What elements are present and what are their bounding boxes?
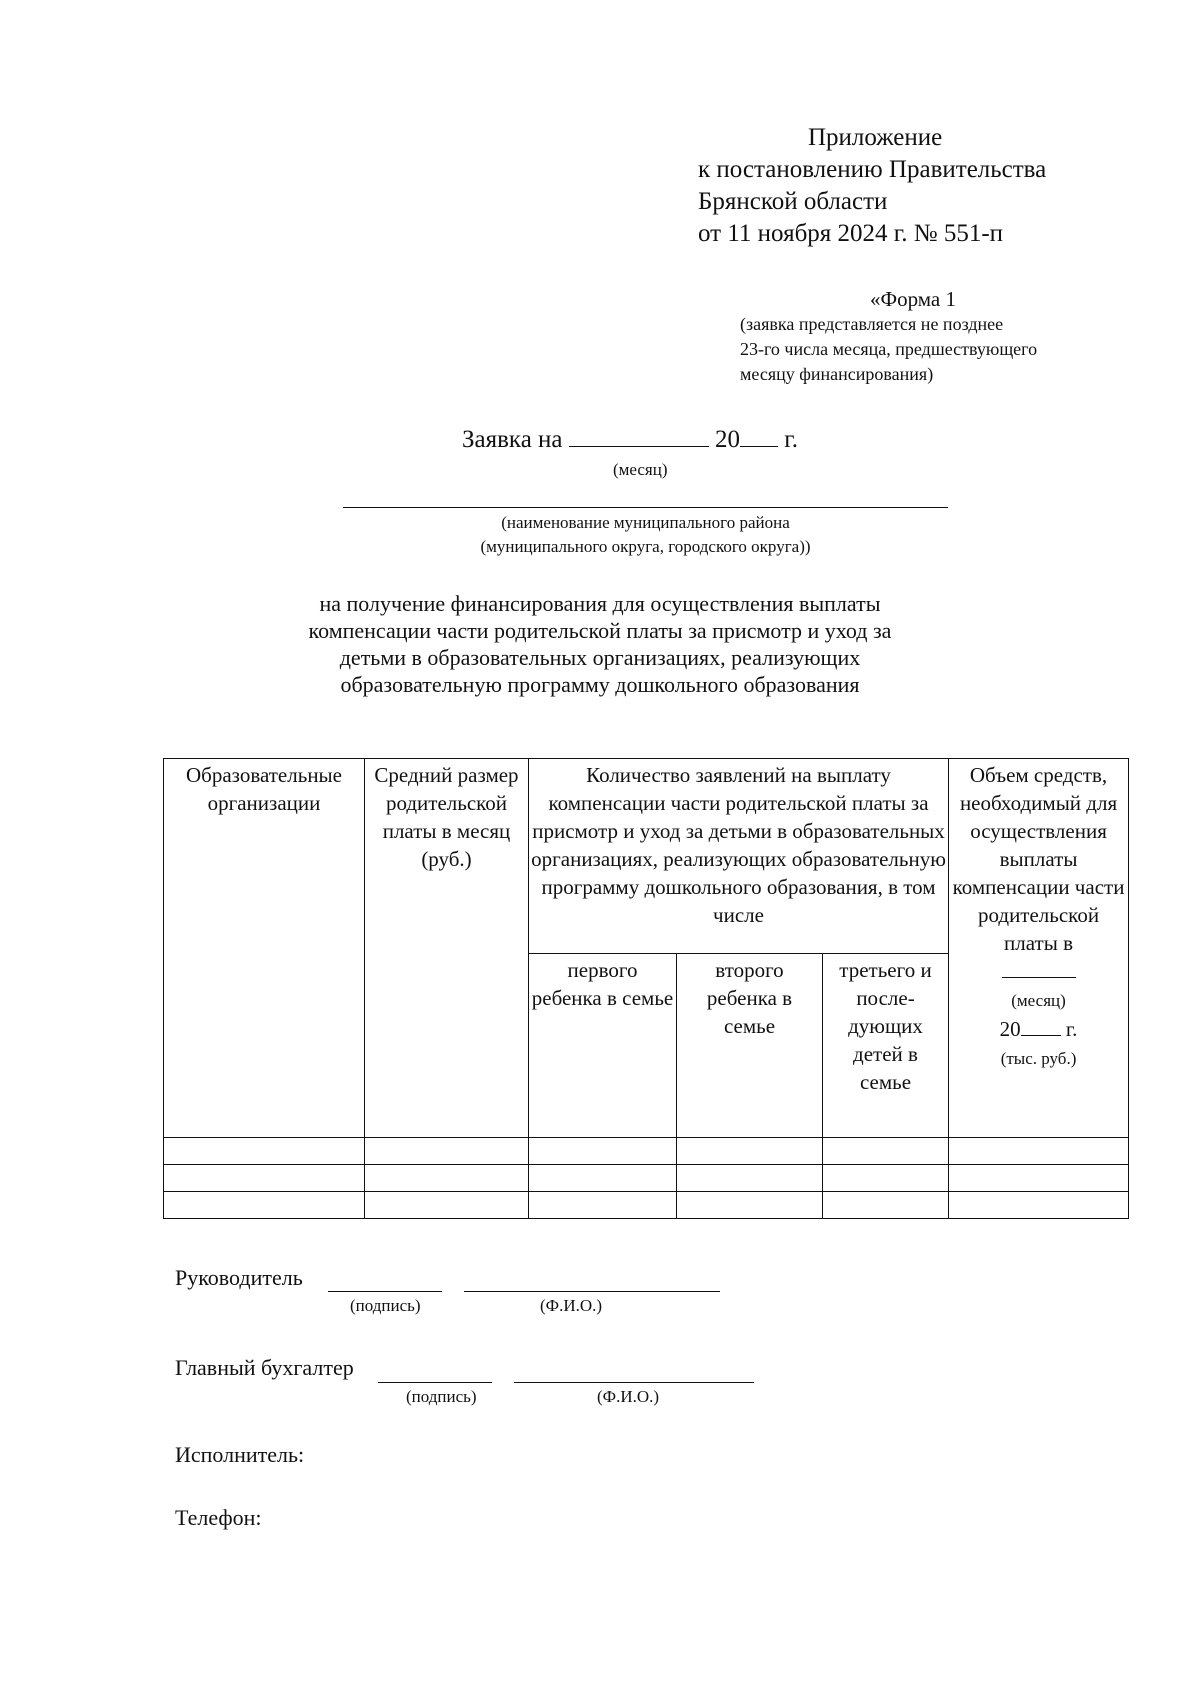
phone-label: Телефон: bbox=[175, 1505, 262, 1530]
region-caption bbox=[343, 511, 948, 559]
accountant-name-caption: (Ф.И.О.) bbox=[597, 1387, 660, 1406]
region-name-line[interactable] bbox=[343, 507, 948, 508]
table-cell[interactable] bbox=[365, 1138, 529, 1165]
accountant-label: Главный бухгалтер bbox=[175, 1355, 354, 1380]
head-name-caption: (Ф.И.О.) bbox=[540, 1296, 603, 1315]
appendix-line-2: к постановлению Правительства bbox=[698, 156, 1047, 183]
table-cell[interactable] bbox=[365, 1192, 529, 1219]
form-note-line-1: (заявка представляется не позднее bbox=[740, 314, 1004, 334]
table-cell[interactable] bbox=[823, 1192, 949, 1219]
accountant-signature-caption: (подпись) bbox=[406, 1387, 477, 1406]
col-header-average-fee: Средний размер родительской платы в месяц (руб.) bbox=[365, 759, 529, 1138]
appendix-date-number: от 11 ноября 2024 г. № 551-п bbox=[698, 220, 1004, 247]
form-note-line-2: 23-го числа месяца, предшествующего bbox=[740, 339, 1038, 359]
table-row bbox=[164, 1138, 1129, 1165]
request-prefix: Заявка на bbox=[462, 426, 563, 453]
table-cell[interactable] bbox=[823, 1138, 949, 1165]
month-blank[interactable] bbox=[569, 426, 709, 447]
form-note bbox=[740, 287, 1037, 387]
head-name-line[interactable] bbox=[464, 1291, 720, 1292]
table-cell[interactable] bbox=[529, 1138, 677, 1165]
table-cell[interactable] bbox=[164, 1165, 365, 1192]
form-note-line-3: месяцу финансирования) bbox=[740, 364, 934, 384]
request-title bbox=[462, 426, 798, 454]
request-year: 20 bbox=[715, 426, 741, 453]
volume-year: 20 bbox=[999, 1017, 1021, 1041]
table-row bbox=[164, 1192, 1129, 1219]
table-cell[interactable] bbox=[529, 1192, 677, 1219]
table-cell[interactable] bbox=[529, 1165, 677, 1192]
subheader-third-child: третьего и после-дующих детей в семье bbox=[823, 954, 949, 1138]
col-header-application-count: Количество заявлений на выплату компенсации части родительской платы за присмотр и уход за детьми в образовательных организациях, реализующих образовательную программу дошкольного образования, в том числе bbox=[529, 759, 949, 954]
head-signature-caption: (подпись) bbox=[350, 1296, 421, 1315]
request-table bbox=[163, 758, 1129, 1219]
region-caption-line-1: (наименование муниципального района bbox=[501, 513, 790, 532]
table-cell[interactable] bbox=[949, 1138, 1129, 1165]
head-signature-line[interactable] bbox=[328, 1291, 442, 1292]
table-row bbox=[164, 1165, 1129, 1192]
table-cell[interactable] bbox=[949, 1165, 1129, 1192]
volume-year-suffix: г. bbox=[1065, 1017, 1078, 1041]
appendix-header bbox=[698, 122, 1046, 250]
month-caption: (месяц) bbox=[613, 460, 668, 479]
head-label: Руководитель bbox=[175, 1265, 303, 1290]
volume-month-caption: (месяц) bbox=[1011, 991, 1066, 1010]
subheader-first-child: первого ребенка в семье bbox=[529, 954, 677, 1138]
col-header-funding-volume bbox=[949, 759, 1129, 1138]
accountant-signature-line[interactable] bbox=[378, 1382, 492, 1383]
table-cell[interactable] bbox=[949, 1192, 1129, 1219]
table-cell[interactable] bbox=[164, 1192, 365, 1219]
form-title: «Форма 1 bbox=[870, 287, 956, 311]
table-cell[interactable] bbox=[365, 1165, 529, 1192]
table-header-row bbox=[164, 759, 1129, 954]
table-cell[interactable] bbox=[677, 1138, 823, 1165]
appendix-title: Приложение bbox=[808, 124, 943, 151]
subheader-second-child: второго ребенка в семье bbox=[677, 954, 823, 1138]
table-cell[interactable] bbox=[164, 1138, 365, 1165]
accountant-name-line[interactable] bbox=[514, 1382, 754, 1383]
appendix-line-3: Брянской области bbox=[698, 188, 888, 215]
region-caption-line-2: (муниципального округа, городского округа)) bbox=[480, 537, 811, 556]
table-cell[interactable] bbox=[823, 1165, 949, 1192]
year-blank[interactable] bbox=[740, 426, 778, 447]
funding-volume-text: Объем средств, необходимый для осуществления выплаты компенсации части родительской платы в bbox=[952, 763, 1125, 955]
volume-unit: (тыс. руб.) bbox=[1000, 1049, 1077, 1068]
executor-label: Исполнитель: bbox=[175, 1442, 305, 1467]
request-suffix: г. bbox=[784, 426, 798, 453]
volume-month-blank[interactable] bbox=[1002, 957, 1076, 978]
table-cell[interactable] bbox=[677, 1165, 823, 1192]
col-header-organizations: Образовательные организации bbox=[164, 759, 365, 1138]
volume-year-blank[interactable] bbox=[1021, 1015, 1061, 1036]
purpose-text: на получение финансирования для осуществления выплаты компенсации части родительской платы за присмотр и уход за детьми в образовательных организациях, реализующих образовательную программу дошкольного образования bbox=[308, 591, 892, 697]
table-cell[interactable] bbox=[677, 1192, 823, 1219]
